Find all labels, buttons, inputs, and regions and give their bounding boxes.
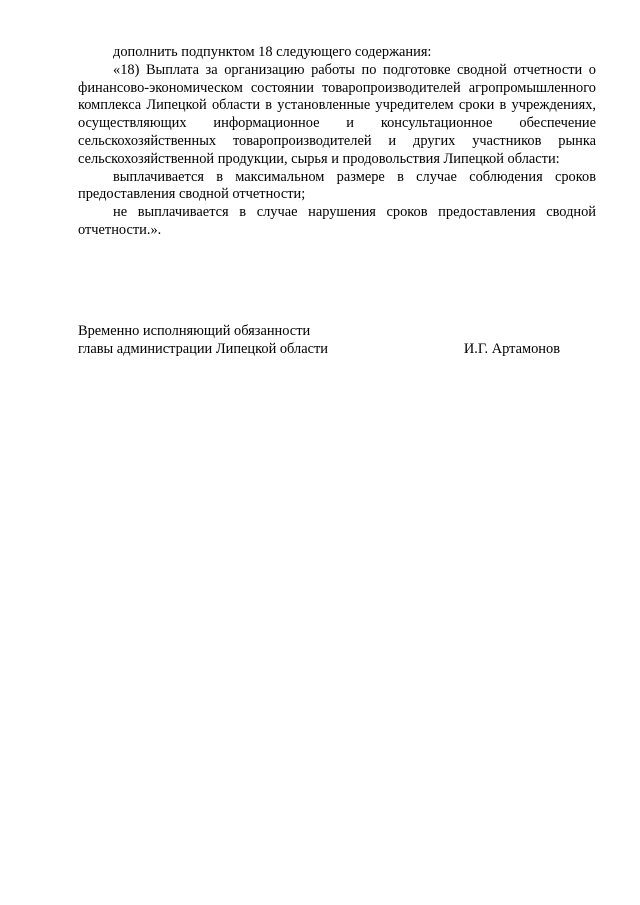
- paragraph-not-paid-condition: не выплачивается в случае нарушения сроков предоставления сводной отчетности.».: [78, 204, 596, 238]
- signature-block: [78, 322, 568, 358]
- signature-position-line2: главы администрации Липецкой области: [78, 341, 328, 357]
- signatory-name: И.Г. Артамонов: [463, 341, 560, 357]
- document-body: [78, 44, 596, 240]
- signature-row: [78, 340, 568, 358]
- paragraph-paid-condition: выплачивается в максимальном размере в случае соблюдения сроков предоставления сводной отчетности;: [78, 168, 596, 203]
- paragraph-intro: дополнить подпунктом 18 следующего содержания:: [113, 44, 432, 60]
- signature-position-line1: Временно исполняющий обязанности: [78, 323, 311, 339]
- paragraph-subclause-18: «18) Выплата за организацию работы по подготовке сводной отчетности о финансово-экономическом состоянии товаропроизводителей агропромышленного комплекса Липецкой области в установленные учредителем сроки в учреждениях, осуществляющих информационное и консультационное обеспечение сельскохозяйственных товаропроизводителей и других участников рынка сельскохозяйственной продукции, сырья и продовольствия Липецкой области:: [78, 61, 596, 167]
